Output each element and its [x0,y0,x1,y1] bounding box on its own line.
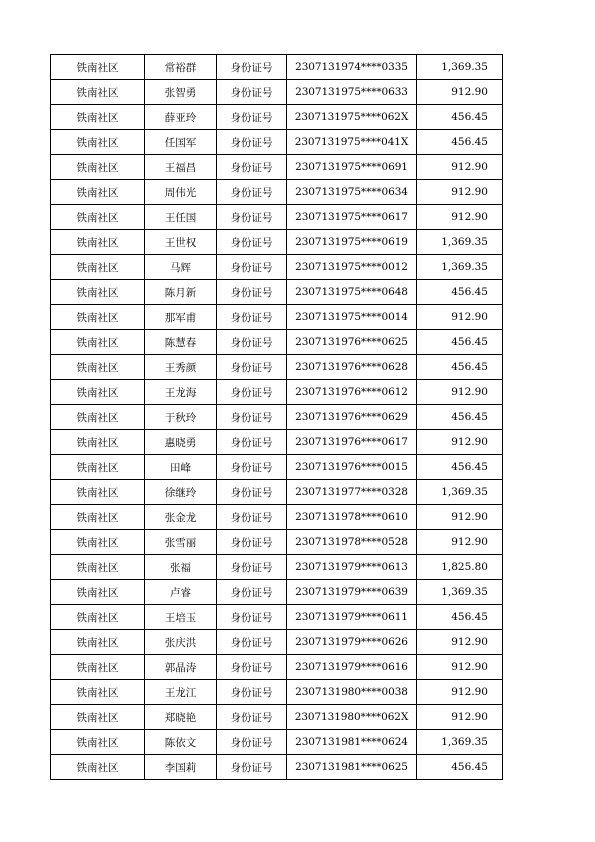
table-row [51,80,503,105]
id-type-cell: 身份证号 [217,480,287,505]
id-type-cell: 身份证号 [217,280,287,305]
community-cell: 铁南社区 [51,430,145,455]
table-row [51,180,503,205]
id-type-cell: 身份证号 [217,255,287,280]
amount-cell: 912.90 [417,705,503,730]
community-cell: 铁南社区 [51,255,145,280]
community-cell: 铁南社区 [51,205,145,230]
id-number-cell: 2307131975****0633 [287,80,417,105]
amount-cell: 456.45 [417,455,503,480]
person-name-cell: 任国军 [145,130,217,155]
person-name-cell: 徐继玲 [145,480,217,505]
amount-cell: 1,369.35 [417,730,503,755]
person-name-cell: 田峰 [145,455,217,480]
person-name-cell: 陈月新 [145,280,217,305]
person-name-cell: 张福 [145,555,217,580]
person-name-cell: 薛亚玲 [145,105,217,130]
community-cell: 铁南社区 [51,730,145,755]
person-name-cell: 张庆洪 [145,630,217,655]
id-type-cell: 身份证号 [217,355,287,380]
amount-cell: 456.45 [417,405,503,430]
table-row [51,305,503,330]
id-number-cell: 2307131975****0619 [287,230,417,255]
id-type-cell: 身份证号 [217,705,287,730]
amount-cell: 912.90 [417,630,503,655]
community-cell: 铁南社区 [51,705,145,730]
person-name-cell: 王培玉 [145,605,217,630]
community-cell: 铁南社区 [51,630,145,655]
id-type-cell: 身份证号 [217,55,287,80]
id-type-cell: 身份证号 [217,755,287,780]
person-name-cell: 卢睿 [145,580,217,605]
community-cell: 铁南社区 [51,655,145,680]
roster-table-body [51,55,503,780]
table-row [51,605,503,630]
table-row [51,655,503,680]
amount-cell: 1,369.35 [417,480,503,505]
id-number-cell: 2307131979****0611 [287,605,417,630]
community-cell: 铁南社区 [51,130,145,155]
amount-cell: 912.90 [417,430,503,455]
community-cell: 铁南社区 [51,680,145,705]
table-row [51,455,503,480]
id-number-cell: 2307131975****062X [287,105,417,130]
id-type-cell: 身份证号 [217,130,287,155]
id-type-cell: 身份证号 [217,230,287,255]
table-row [51,680,503,705]
id-type-cell: 身份证号 [217,630,287,655]
id-number-cell: 2307131978****0610 [287,505,417,530]
id-type-cell: 身份证号 [217,655,287,680]
table-row [51,55,503,80]
community-cell: 铁南社区 [51,530,145,555]
id-type-cell: 身份证号 [217,530,287,555]
id-number-cell: 2307131979****0639 [287,580,417,605]
community-cell: 铁南社区 [51,105,145,130]
id-type-cell: 身份证号 [217,305,287,330]
roster-table [50,54,503,780]
id-number-cell: 2307131974****0335 [287,55,417,80]
id-type-cell: 身份证号 [217,330,287,355]
person-name-cell: 王龙海 [145,380,217,405]
amount-cell: 912.90 [417,155,503,180]
table-row [51,255,503,280]
id-type-cell: 身份证号 [217,155,287,180]
id-type-cell: 身份证号 [217,430,287,455]
person-name-cell: 王任国 [145,205,217,230]
community-cell: 铁南社区 [51,155,145,180]
person-name-cell: 王龙江 [145,680,217,705]
table-row [51,155,503,180]
amount-cell: 912.90 [417,305,503,330]
id-number-cell: 2307131976****0628 [287,355,417,380]
table-row [51,730,503,755]
id-number-cell: 2307131980****062X [287,705,417,730]
id-number-cell: 2307131976****0617 [287,430,417,455]
table-row [51,355,503,380]
person-name-cell: 王福昌 [145,155,217,180]
person-name-cell: 王世权 [145,230,217,255]
table-row [51,430,503,455]
table-row [51,130,503,155]
amount-cell: 456.45 [417,105,503,130]
id-type-cell: 身份证号 [217,730,287,755]
amount-cell: 456.45 [417,355,503,380]
amount-cell: 912.90 [417,530,503,555]
table-row [51,755,503,780]
id-type-cell: 身份证号 [217,555,287,580]
person-name-cell: 张智勇 [145,80,217,105]
id-number-cell: 2307131976****0625 [287,330,417,355]
table-row [51,230,503,255]
community-cell: 铁南社区 [51,305,145,330]
person-name-cell: 郑晓艳 [145,705,217,730]
amount-cell: 1,825.80 [417,555,503,580]
person-name-cell: 王秀颜 [145,355,217,380]
table-row [51,205,503,230]
amount-cell: 1,369.35 [417,55,503,80]
amount-cell: 1,369.35 [417,580,503,605]
id-type-cell: 身份证号 [217,105,287,130]
id-type-cell: 身份证号 [217,205,287,230]
id-number-cell: 2307131981****0625 [287,755,417,780]
amount-cell: 456.45 [417,605,503,630]
id-type-cell: 身份证号 [217,580,287,605]
id-number-cell: 2307131979****0613 [287,555,417,580]
id-number-cell: 2307131981****0624 [287,730,417,755]
person-name-cell: 周伟光 [145,180,217,205]
community-cell: 铁南社区 [51,180,145,205]
table-row [51,405,503,430]
id-type-cell: 身份证号 [217,180,287,205]
community-cell: 铁南社区 [51,380,145,405]
amount-cell: 1,369.35 [417,230,503,255]
person-name-cell: 李国莉 [145,755,217,780]
person-name-cell: 马辉 [145,255,217,280]
person-name-cell: 陈依文 [145,730,217,755]
id-number-cell: 2307131975****041X [287,130,417,155]
id-number-cell: 2307131975****0014 [287,305,417,330]
amount-cell: 456.45 [417,755,503,780]
id-number-cell: 2307131976****0612 [287,380,417,405]
table-row [51,480,503,505]
person-name-cell: 于秋玲 [145,405,217,430]
amount-cell: 912.90 [417,680,503,705]
person-name-cell: 郭晶涛 [145,655,217,680]
person-name-cell: 常裕群 [145,55,217,80]
person-name-cell: 惠晓勇 [145,430,217,455]
id-type-cell: 身份证号 [217,380,287,405]
id-type-cell: 身份证号 [217,505,287,530]
table-row [51,280,503,305]
id-number-cell: 2307131975****0648 [287,280,417,305]
community-cell: 铁南社区 [51,230,145,255]
table-row [51,705,503,730]
id-type-cell: 身份证号 [217,680,287,705]
id-number-cell: 2307131979****0616 [287,655,417,680]
community-cell: 铁南社区 [51,405,145,430]
community-cell: 铁南社区 [51,455,145,480]
table-row [51,555,503,580]
community-cell: 铁南社区 [51,80,145,105]
id-number-cell: 2307131975****0691 [287,155,417,180]
person-name-cell: 张雪丽 [145,530,217,555]
id-number-cell: 2307131975****0617 [287,205,417,230]
id-number-cell: 2307131979****0626 [287,630,417,655]
id-number-cell: 2307131977****0328 [287,480,417,505]
table-row [51,380,503,405]
id-number-cell: 2307131975****0012 [287,255,417,280]
community-cell: 铁南社区 [51,55,145,80]
community-cell: 铁南社区 [51,355,145,380]
id-type-cell: 身份证号 [217,605,287,630]
table-row [51,580,503,605]
table-row [51,530,503,555]
id-type-cell: 身份证号 [217,80,287,105]
id-number-cell: 2307131976****0629 [287,405,417,430]
table-row [51,505,503,530]
table-row [51,105,503,130]
id-type-cell: 身份证号 [217,455,287,480]
amount-cell: 912.90 [417,505,503,530]
amount-cell: 912.90 [417,205,503,230]
community-cell: 铁南社区 [51,605,145,630]
person-name-cell: 张金龙 [145,505,217,530]
amount-cell: 912.90 [417,80,503,105]
amount-cell: 912.90 [417,380,503,405]
community-cell: 铁南社区 [51,330,145,355]
person-name-cell: 那军甫 [145,305,217,330]
community-cell: 铁南社区 [51,280,145,305]
person-name-cell: 陈慧春 [145,330,217,355]
amount-cell: 456.45 [417,130,503,155]
id-number-cell: 2307131975****0634 [287,180,417,205]
community-cell: 铁南社区 [51,505,145,530]
amount-cell: 1,369.35 [417,255,503,280]
id-type-cell: 身份证号 [217,405,287,430]
community-cell: 铁南社区 [51,480,145,505]
amount-cell: 456.45 [417,330,503,355]
community-cell: 铁南社区 [51,580,145,605]
amount-cell: 912.90 [417,180,503,205]
amount-cell: 912.90 [417,655,503,680]
community-cell: 铁南社区 [51,555,145,580]
id-number-cell: 2307131976****0015 [287,455,417,480]
id-number-cell: 2307131980****0038 [287,680,417,705]
table-row [51,330,503,355]
table-row [51,630,503,655]
id-number-cell: 2307131978****0528 [287,530,417,555]
amount-cell: 456.45 [417,280,503,305]
community-cell: 铁南社区 [51,755,145,780]
